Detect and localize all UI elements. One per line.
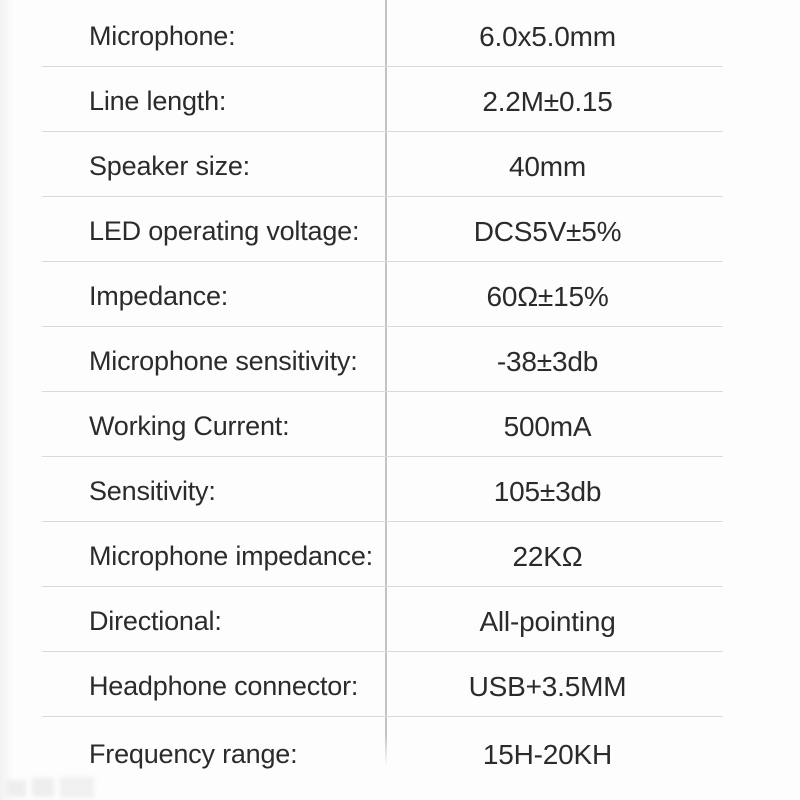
spec-value: 2.2M±0.15 bbox=[482, 85, 613, 117]
spec-label: Working Current: bbox=[89, 411, 290, 441]
spec-label: Headphone connector: bbox=[89, 671, 359, 701]
spec-value: USB+3.5MM bbox=[468, 670, 627, 702]
spec-value: 105±3db bbox=[493, 475, 602, 507]
spec-value: 40mm bbox=[509, 150, 586, 182]
table-row bbox=[42, 132, 723, 197]
spec-value: 60Ω±15% bbox=[486, 280, 609, 312]
spec-label: LED operating voltage: bbox=[89, 216, 360, 246]
spec-label: Sensitivity: bbox=[89, 476, 216, 506]
spec-label: Microphone: bbox=[89, 21, 236, 51]
table-row bbox=[42, 457, 723, 522]
spec-label: Microphone sensitivity: bbox=[89, 346, 358, 376]
spec-label: Impedance: bbox=[89, 281, 229, 311]
spec-label: Line length: bbox=[89, 86, 227, 116]
spec-label: Directional: bbox=[89, 606, 222, 636]
table-row bbox=[42, 262, 723, 327]
image-artifact bbox=[32, 778, 54, 797]
spec-value: DCS5V±5% bbox=[473, 215, 622, 247]
spec-value: 15H-20KH bbox=[482, 738, 613, 770]
spec-table bbox=[42, 2, 723, 787]
spec-label: Speaker size: bbox=[89, 151, 250, 181]
spec-value: All-pointing bbox=[479, 605, 616, 637]
spec-value: -38±3db bbox=[496, 345, 599, 377]
image-artifact bbox=[60, 777, 94, 798]
spec-value: 6.0x5.0mm bbox=[479, 20, 616, 52]
table-row bbox=[42, 392, 723, 457]
spec-label: Microphone impedance: bbox=[89, 541, 373, 571]
table-row bbox=[42, 652, 723, 717]
table-row bbox=[42, 2, 723, 67]
table-row bbox=[42, 197, 723, 262]
spec-label: Frequency range: bbox=[89, 739, 298, 769]
table-row bbox=[42, 717, 723, 787]
table-row bbox=[42, 587, 723, 652]
spec-value: 500mA bbox=[503, 410, 592, 442]
table-row bbox=[42, 67, 723, 132]
table-row bbox=[42, 327, 723, 392]
spec-value: 22KΩ bbox=[512, 540, 583, 572]
page-edge-shade bbox=[0, 0, 14, 800]
table-row bbox=[42, 522, 723, 587]
image-artifact bbox=[6, 780, 26, 797]
